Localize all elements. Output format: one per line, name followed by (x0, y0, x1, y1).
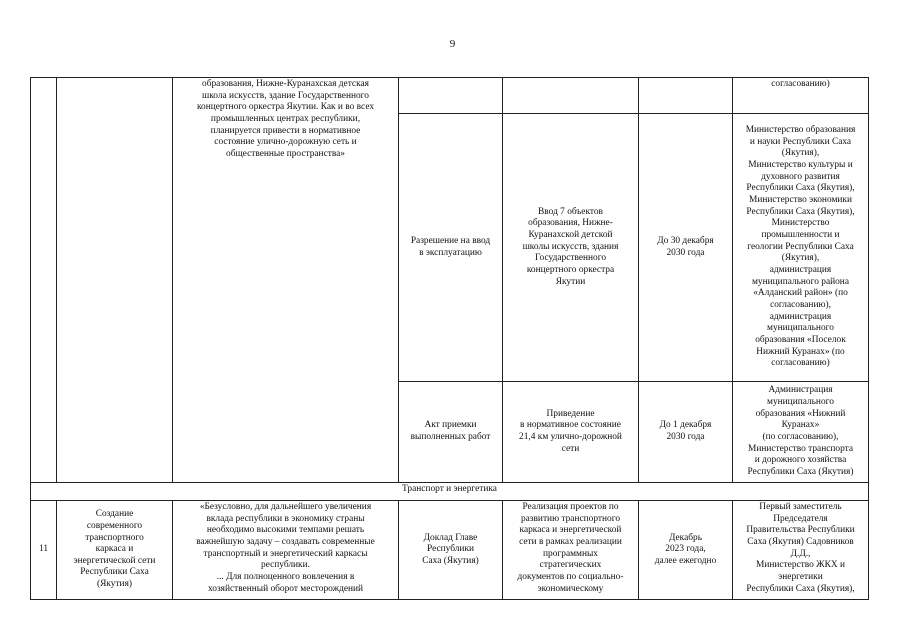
section-row (31, 483, 869, 501)
row-deadline: Декабрь 2023 года, далее ежегодно (639, 501, 733, 600)
cell-name-empty (57, 78, 173, 483)
form-cell: Разрешение на ввод в эксплуатацию (399, 114, 503, 382)
row-responsible: Первый заместитель Председателя Правительства Республики Саха (Якутия) Садовников Д.Д., Министерство ЖКХ и энергетики Республики Саха (Якутия), (733, 501, 869, 600)
continued-row-1 (31, 78, 869, 114)
row-form: Доклад Главе Республики Саха (Якутия) (399, 501, 503, 600)
deadline-cell: До 30 декабря 2030 года (639, 114, 733, 382)
page-number: 9 (449, 38, 456, 50)
form-cell: Акт приемки выполненных работ (399, 382, 503, 483)
responsible-cell: согласованию) (733, 78, 869, 114)
row-number: 11 (31, 501, 57, 600)
section-title: Транспорт и энергетика (31, 483, 869, 501)
deadline-cell (639, 78, 733, 114)
cell-number-empty (31, 78, 57, 483)
deadline-cell: До 1 декабря 2030 года (639, 382, 733, 483)
responsible-cell: Министерство образования и науки Республики Саха (Якутия), Министерство культуры и духовного развития Республики Саха (Якутия), Министерство экономики Республики Саха (Якутия), Министерство промышленности и геологии Республики Саха (Якутия), администрация муниципального района «Алданский район» (по согласованию), администрация муниципального образования «Поселок Нижний Куранах» (по согласованию) (733, 114, 869, 382)
result-cell (503, 78, 639, 114)
row-result: Реализация проектов по развитию транспортного каркаса и энергетической сети в рамках реализации программных стратегических документов по социально- экономическому (503, 501, 639, 600)
row-description: «Безусловно, для дальнейшего увеличения вклада республики в экономику страны необходимо высокими темпами решать важнейшую задачу – создавать современные транспортный и энергетический каркасы республики. ... Для полноценного вовлечения в хозяйственный оборот месторождений (173, 501, 399, 600)
row-name: Создание современного транспортного каркаса и энергетической сети Республики Саха (Якутия) (57, 501, 173, 600)
table-row-11 (31, 501, 869, 600)
form-cell (399, 78, 503, 114)
description-cell: образования, Нижне-Куранахская детская школа искусств, здание Государственного концертного оркестра Якутии. Как и во всех промышленных центрах республики, планируется привести в нормативное состояние улично-дорожную сеть и общественные пространства» (173, 78, 399, 483)
document-table (30, 77, 869, 600)
responsible-cell: Администрация муниципального образования «Нижний Куранах» (по согласованию), Министерство транспорта и дорожного хозяйства Республики Саха (Якутия) (733, 382, 869, 483)
result-cell: Ввод 7 объектов образования, Нижне- Куранахской детской школы искусств, здания Государственного концертного оркестра Якутии (503, 114, 639, 382)
result-cell: Приведение в нормативное состояние 21,4 км улично-дорожной сети (503, 382, 639, 483)
